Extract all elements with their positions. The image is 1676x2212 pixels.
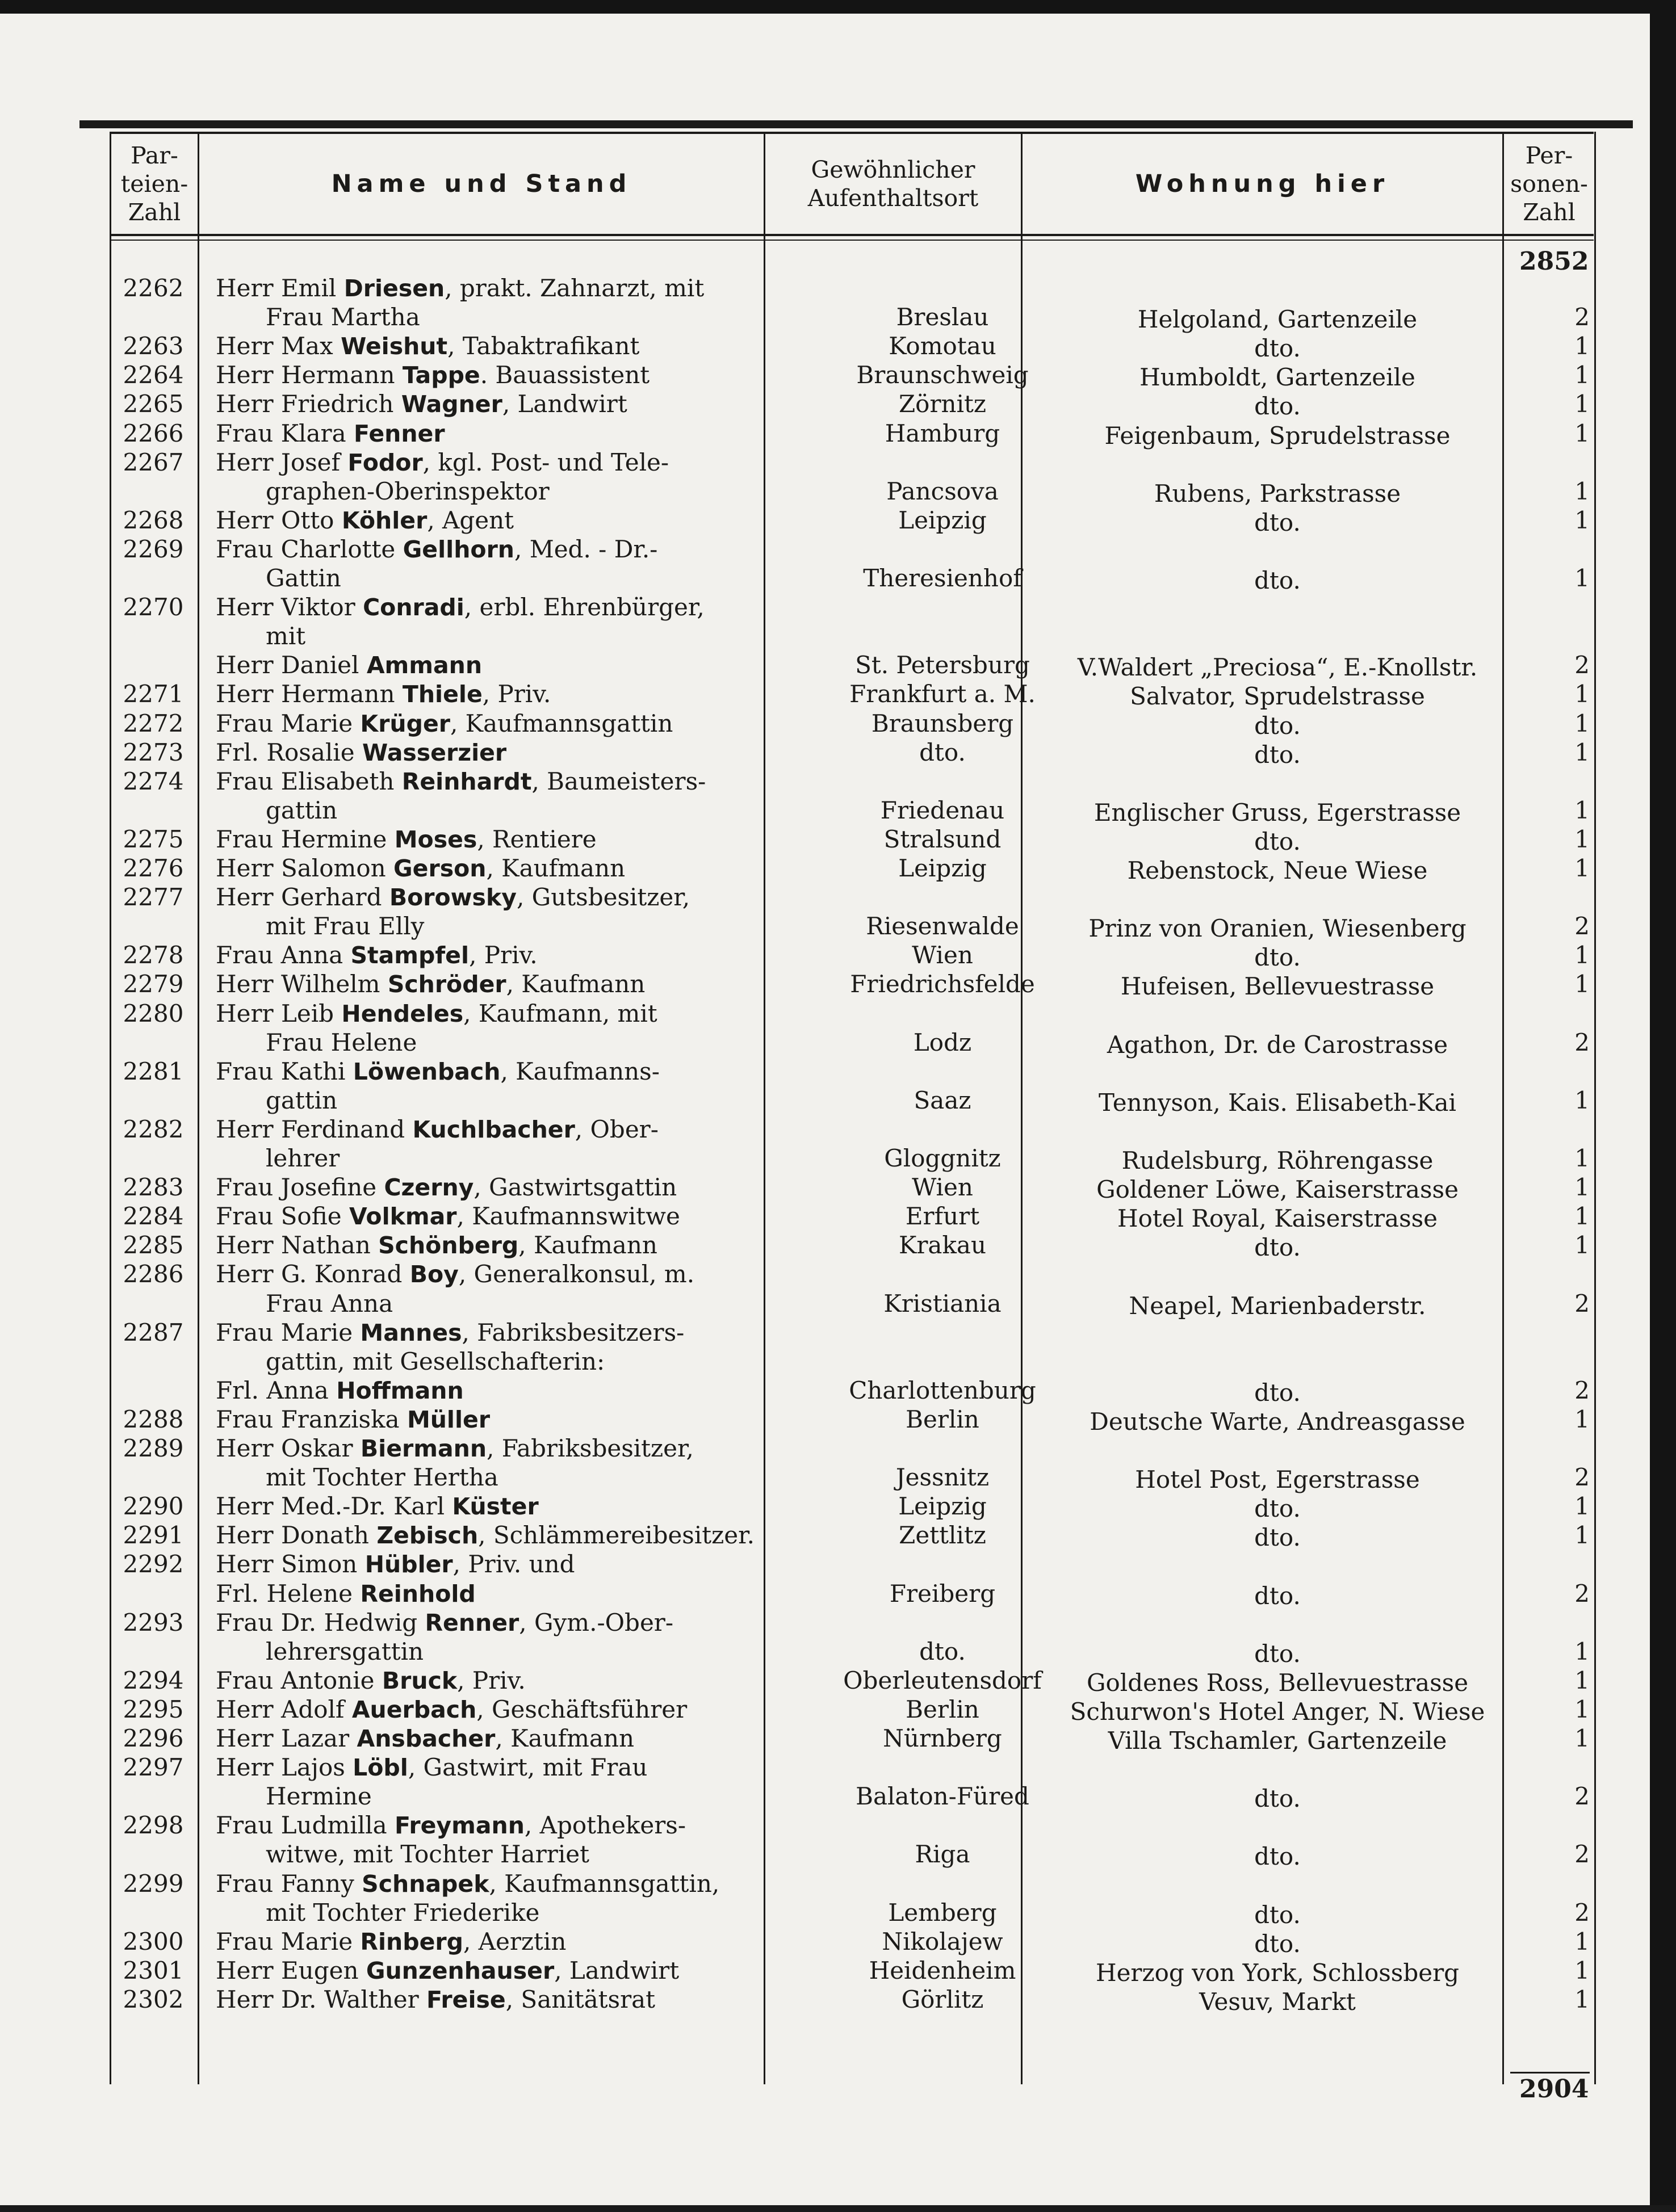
scan-edge-right <box>1650 0 1676 2212</box>
entry-name-line: Herr Donath Zebisch, Schlämmereibesitzer. <box>216 1521 755 1550</box>
usual-residence: Zörnitz <box>898 390 987 418</box>
surname: Müller <box>407 1405 491 1433</box>
entry-name-line: Herr Gerhard Borowsky, Gutsbesitzer, <box>216 883 690 912</box>
usual-residence: Braunschweig <box>856 361 1029 389</box>
party-number: 2268 <box>123 506 184 534</box>
residence-here: Goldener Löwe, Kaiserstrasse <box>1096 1176 1459 1204</box>
surname: Auerbach <box>351 1695 477 1723</box>
residence-here: Hotel Post, Egerstrasse <box>1135 1466 1420 1494</box>
person-count: 2 <box>1574 303 1590 331</box>
entry-name-line: lehrersgattin <box>266 1637 424 1665</box>
entry-name-line: Herr Hermann Thiele, Priv. <box>216 680 551 708</box>
scan-edge-top <box>0 0 1676 14</box>
party-number: 2285 <box>123 1231 184 1260</box>
party-number: 2272 <box>123 709 184 737</box>
surname: Hoffmann <box>336 1376 464 1404</box>
entry-name-line: Herr Emil Driesen, prakt. Zahnarzt, mit <box>216 274 705 302</box>
residence-here: dto. <box>1254 1495 1301 1523</box>
entry-name-line: mit Frau Elly <box>266 912 425 941</box>
person-count: 1 <box>1574 796 1590 824</box>
entry-name-line: Frau Kathi Löwenbach, Kaufmanns- <box>216 1057 660 1085</box>
usual-residence: Balaton-Füred <box>856 1782 1029 1811</box>
party-number: 2279 <box>123 970 184 998</box>
residence-here: Neapel, Marienbaderstr. <box>1129 1291 1426 1320</box>
entry-name-line: Frau Marie Mannes, Fabriksbesitzers- <box>216 1318 685 1346</box>
surname: Freymann <box>395 1812 525 1840</box>
usual-residence: Jessnitz <box>895 1463 990 1492</box>
party-number: 2289 <box>123 1434 184 1462</box>
person-count: 1 <box>1574 332 1590 360</box>
entry-name-line: Frau Anna <box>266 1289 393 1317</box>
header-name-and-status: Name und Stand <box>331 170 632 198</box>
entry-name-line: Frl. Anna Hoffmann <box>216 1376 464 1404</box>
party-number: 2269 <box>123 535 184 563</box>
surname: Ammann <box>366 652 483 679</box>
entry-name-line: Frau Hermine Moses, Rentiere <box>216 825 597 853</box>
entry-name-line: Herr Oskar Biermann, Fabriksbesitzer, <box>216 1434 694 1462</box>
entry-name-line: mit Tochter Friederike <box>266 1898 540 1926</box>
header-usual-residence <box>765 134 1021 234</box>
entry-name-line: mit <box>266 622 306 650</box>
surname: Biermann <box>360 1435 487 1462</box>
usual-residence: Braunsberg <box>871 709 1014 737</box>
residence-here: Vesuv, Markt <box>1199 1987 1356 2016</box>
surname: Schnapek <box>362 1870 489 1898</box>
party-number: 2274 <box>123 767 184 795</box>
entry-name-line: Herr Nathan Schönberg, Kaufmann <box>216 1231 657 1260</box>
entry-name-line: gattin, mit Gesellschafterin: <box>266 1347 605 1375</box>
usual-residence: Heidenheim <box>869 1956 1016 1984</box>
usual-residence: Friedrichsfelde <box>850 970 1035 998</box>
usual-residence: Görlitz <box>901 1985 984 2013</box>
entry-name-line: mit Tochter Hertha <box>266 1463 498 1492</box>
surname: Reinhold <box>360 1580 476 1607</box>
surname: Schröder <box>387 971 506 998</box>
party-number: 2295 <box>123 1695 184 1723</box>
surname: Weishut <box>341 333 448 360</box>
entry-name-line: graphen-Oberinspektor <box>266 477 550 505</box>
total-rule <box>1510 2072 1590 2074</box>
residence-here: Rebenstock, Neue Wiese <box>1127 857 1428 884</box>
entry-name-line: Frau Ludmilla Freymann, Apothekers- <box>216 1811 686 1840</box>
person-count: 1 <box>1574 680 1590 708</box>
surname: Tappe <box>402 362 480 389</box>
residence-here: Herzog von York, Schlossberg <box>1095 1958 1460 1987</box>
person-count: 1 <box>1574 1927 1590 1955</box>
entry-name-line: Herr Friedrich Wagner, Landwirt <box>216 390 627 418</box>
party-number: 2263 <box>123 332 184 360</box>
entry-name-line: Frl. Helene Reinhold <box>216 1579 476 1607</box>
entry-name-line: Frau Martha <box>266 303 420 331</box>
residence-here: dto. <box>1254 566 1301 594</box>
entry-name-line: gattin <box>266 1086 338 1114</box>
person-count: 1 <box>1574 854 1590 882</box>
surname: Stampfel <box>350 942 470 969</box>
residence-here: Helgoland, Gartenzeile <box>1137 305 1418 334</box>
usual-residence: Lemberg <box>888 1898 997 1926</box>
surname: Moses <box>394 825 477 853</box>
surname: Gerson <box>393 855 487 882</box>
residence-here: Agathon, Dr. de Carostrasse <box>1107 1030 1448 1059</box>
residence-here: dto. <box>1254 334 1301 363</box>
residence-here: Englischer Gruss, Egerstrasse <box>1093 798 1461 826</box>
header-party-count <box>111 134 198 234</box>
surname: Renner <box>425 1609 519 1636</box>
usual-residence: Erfurt <box>905 1202 980 1231</box>
usual-residence: Riesenwalde <box>866 912 1019 941</box>
party-number: 2290 <box>123 1492 184 1521</box>
surname: Wagner <box>401 391 502 418</box>
person-count: 1 <box>1574 506 1590 534</box>
usual-residence: Nürnberg <box>883 1724 1002 1752</box>
entry-name-line: Frau Marie Rinberg, Aerztin <box>216 1927 567 1955</box>
usual-residence: Lodz <box>913 1028 972 1056</box>
usual-residence: Saaz <box>914 1086 971 1114</box>
person-count: 1 <box>1574 1985 1590 2013</box>
residence-here: Humboldt, Gartenzeile <box>1139 363 1415 392</box>
person-count: 1 <box>1574 738 1590 766</box>
usual-residence: Leipzig <box>898 854 987 882</box>
entry-name-line: Frau Charlotte Gellhorn, Med. - Dr.- <box>216 535 658 563</box>
person-count: 2 <box>1574 1579 1590 1607</box>
party-number: 2296 <box>123 1724 184 1752</box>
usual-residence: Berlin <box>906 1405 979 1433</box>
usual-residence: Theresienhof <box>863 564 1022 592</box>
residence-here: V.Waldert „Preciosa“, E.-Knollstr. <box>1077 653 1478 682</box>
usual-residence: Breslau <box>896 303 989 331</box>
surname: Driesen <box>343 275 445 302</box>
entry-name-line: Frau Josefine Czerny, Gastwirtsgattin <box>216 1173 677 1202</box>
person-count: 1 <box>1574 1231 1590 1260</box>
person-count: 1 <box>1574 1086 1590 1114</box>
residence-here: Schurwon's Hotel Anger, N. Wiese <box>1070 1697 1485 1726</box>
residence-here: dto. <box>1254 943 1301 972</box>
party-number: 2266 <box>123 419 184 447</box>
residence-here: dto. <box>1254 508 1301 536</box>
residence-here: dto. <box>1254 1929 1301 1958</box>
person-count: 2 <box>1574 651 1590 679</box>
usual-residence: Berlin <box>906 1695 979 1723</box>
person-count: 1 <box>1574 1173 1590 1202</box>
carry-in-total: 2852 <box>1519 247 1589 276</box>
residence-here: dto. <box>1254 740 1301 769</box>
entry-name-line: Herr Ferdinand Kuchlbacher, Ober- <box>216 1115 659 1143</box>
surname: Löbl <box>353 1754 408 1782</box>
usual-residence: Charlottenburg <box>849 1376 1036 1404</box>
surname: Boy <box>409 1261 459 1288</box>
header-bottom-rule-thin <box>111 240 1594 241</box>
party-number: 2300 <box>123 1927 184 1955</box>
entry-name-line: Herr Eugen Gunzenhauser, Landwirt <box>216 1956 680 1984</box>
party-number: 2299 <box>123 1869 184 1898</box>
entry-name-line: Herr Lazar Ansbacher, Kaufmann <box>216 1724 635 1752</box>
entry-name-line: Herr Leib Hendeles, Kaufmann, mit <box>216 999 657 1027</box>
entry-name-line: Herr Viktor Conradi, erbl. Ehrenbürger, <box>216 593 705 622</box>
residence-here: dto. <box>1254 1581 1301 1610</box>
entry-name-line: Herr Simon Hübler, Priv. und <box>216 1550 575 1579</box>
usual-residence: Leipzig <box>898 506 987 534</box>
party-number: 2291 <box>123 1521 184 1550</box>
surname: Löwenbach <box>353 1057 501 1085</box>
party-number: 2286 <box>123 1260 184 1288</box>
person-count: 2 <box>1574 1463 1590 1492</box>
person-count: 1 <box>1574 1666 1590 1694</box>
entry-name-line: Frau Dr. Hedwig Renner, Gym.-Ober- <box>216 1608 674 1636</box>
party-number: 2275 <box>123 825 184 853</box>
person-count: 1 <box>1574 390 1590 418</box>
surname: Hendeles <box>341 1000 464 1027</box>
residence-here: dto. <box>1254 392 1301 421</box>
entry-name-line: Frau Marie Krüger, Kaufmannsgattin <box>216 709 673 737</box>
person-count: 1 <box>1574 564 1590 592</box>
person-count: 2 <box>1574 1289 1590 1317</box>
entry-name-line: Herr Josef Fodor, kgl. Post- und Tele- <box>216 448 669 476</box>
party-number: 2302 <box>123 1985 184 2013</box>
person-count: 1 <box>1574 1956 1590 1984</box>
entry-name-line: Frau Sofie Volkmar, Kaufmannswitwe <box>216 1202 680 1231</box>
party-number: 2294 <box>123 1666 184 1694</box>
person-count: 1 <box>1574 1202 1590 1231</box>
entry-name-line: Frau Antonie Bruck, Priv. <box>216 1666 526 1694</box>
entry-name-line: Frl. Rosalie Wasserzier <box>216 738 507 766</box>
party-number: 2276 <box>123 854 184 882</box>
entry-name-line: Herr Salomon Gerson, Kaufmann <box>216 854 626 882</box>
usual-residence: Freiberg <box>889 1579 996 1607</box>
surname: Volkmar <box>349 1203 457 1231</box>
residence-here: dto. <box>1254 1639 1301 1668</box>
person-count: 1 <box>1574 709 1590 737</box>
scan-edge-bottom <box>0 2205 1676 2212</box>
residence-here: dto. <box>1254 1842 1301 1871</box>
person-count: 1 <box>1574 1695 1590 1723</box>
usual-residence: Pancsova <box>886 477 999 505</box>
surname: Krüger <box>360 710 450 737</box>
residence-here: dto. <box>1254 1785 1301 1813</box>
entry-name-line: Frau Anna Stampfel, Priv. <box>216 941 538 969</box>
entry-name-line: Herr Wilhelm Schröder, Kaufmann <box>216 970 646 998</box>
party-number: 2301 <box>123 1956 184 1984</box>
surname: Conradi <box>363 594 464 622</box>
header-person-count <box>1504 134 1594 234</box>
entry-name-line: Frau Elisabeth Reinhardt, Baumeisters- <box>216 767 706 795</box>
person-count: 2 <box>1574 1028 1590 1056</box>
usual-residence: Gloggnitz <box>884 1144 1001 1172</box>
header-residence-here: Wohnung hier <box>1135 170 1390 198</box>
entry-name-line: lehrer <box>266 1144 340 1172</box>
usual-residence: Hamburg <box>885 419 1000 447</box>
usual-residence: St. Petersburg <box>855 651 1030 679</box>
party-number: 2298 <box>123 1811 184 1840</box>
party-number: 2267 <box>123 448 184 476</box>
party-number: 2264 <box>123 361 184 389</box>
usual-residence: Wien <box>912 1173 973 1202</box>
residence-here: Hufeisen, Bellevuestrasse <box>1120 972 1435 1001</box>
usual-residence: dto. <box>919 738 966 766</box>
surname: Fenner <box>353 419 445 447</box>
entry-name-line: Herr G. Konrad Boy, Generalkonsul, m. <box>216 1260 695 1288</box>
party-number: 2292 <box>123 1550 184 1579</box>
person-count: 2 <box>1574 1376 1590 1404</box>
entry-name-line: Herr Lajos Löbl, Gastwirt, mit Frau <box>216 1753 648 1782</box>
entry-name-line: Hermine <box>266 1782 372 1811</box>
party-number: 2283 <box>123 1173 184 1202</box>
person-count: 1 <box>1574 825 1590 853</box>
party-number: 2270 <box>123 593 184 622</box>
person-count: 2 <box>1574 1782 1590 1811</box>
usual-residence: Zettlitz <box>899 1521 986 1550</box>
surname: Ansbacher <box>357 1725 496 1752</box>
surname: Wasserzier <box>362 738 507 766</box>
col-rule-right <box>1594 132 1596 2084</box>
party-number: 2293 <box>123 1608 184 1636</box>
party-number: 2282 <box>123 1115 184 1143</box>
party-number: 2288 <box>123 1405 184 1433</box>
surname: Reinhardt <box>401 767 532 795</box>
usual-residence: Riga <box>915 1840 970 1869</box>
surname: Hübler <box>364 1551 453 1579</box>
person-count: 1 <box>1574 361 1590 389</box>
header-party-count-line: teien- <box>120 170 188 198</box>
entry-name-line: Frau Fanny Schnapek, Kaufmannsgattin, <box>216 1869 720 1898</box>
surname: Küster <box>452 1493 539 1521</box>
party-number: 2284 <box>123 1202 184 1231</box>
usual-residence: Stralsund <box>883 825 1002 853</box>
usual-residence: dto. <box>919 1637 966 1665</box>
header-person-count-line: Per- <box>1525 142 1573 169</box>
top-thick-rule <box>79 120 1633 128</box>
party-number: 2297 <box>123 1753 184 1782</box>
usual-residence: Wien <box>912 941 973 969</box>
surname: Rinberg <box>360 1928 463 1955</box>
party-number: 2287 <box>123 1318 184 1346</box>
surname: Zebisch <box>376 1522 479 1550</box>
header-party-count-line: Par- <box>131 142 178 169</box>
header-usual-residence-line: Aufenthaltsort <box>807 184 979 212</box>
surname: Thiele <box>402 681 483 708</box>
residence-here: Rubens, Parkstrasse <box>1154 479 1401 507</box>
entry-name-line: Frau Helene <box>266 1028 417 1056</box>
party-number: 2277 <box>123 883 184 912</box>
party-number: 2278 <box>123 941 184 969</box>
person-count: 2 <box>1574 1898 1590 1926</box>
residence-here: Goldenes Ross, Bellevuestrasse <box>1086 1668 1469 1697</box>
entry-name-line: Frau Klara Fenner <box>216 419 445 447</box>
entry-name-line: Herr Med.-Dr. Karl Küster <box>216 1492 539 1521</box>
person-count: 2 <box>1574 912 1590 941</box>
party-number: 2271 <box>123 680 184 708</box>
residence-here: Deutsche Warte, Andreasgasse <box>1090 1407 1465 1436</box>
usual-residence: Oberleutensdorf <box>843 1666 1042 1694</box>
surname: Kuchlbacher <box>412 1115 575 1143</box>
party-number: 2281 <box>123 1057 184 1085</box>
usual-residence: Frankfurt a. M. <box>849 680 1036 708</box>
surname: Fodor <box>347 448 423 476</box>
person-count: 1 <box>1574 1405 1590 1433</box>
person-count: 1 <box>1574 419 1590 447</box>
residence-here: Feigenbaum, Sprudelstrasse <box>1104 421 1451 450</box>
header-person-count-line: Zahl <box>1523 199 1576 226</box>
header-usual-residence-line: Gewöhnlicher <box>811 156 975 183</box>
surname: Mannes <box>360 1319 462 1346</box>
person-count: 1 <box>1574 477 1590 505</box>
surname: Gunzenhauser <box>366 1957 555 1984</box>
party-number: 2262 <box>123 274 184 302</box>
entry-name-line: Herr Max Weishut, Tabaktrafikant <box>216 332 640 360</box>
carry-out-total: 2904 <box>1519 2075 1589 2104</box>
entry-name-line: Herr Adolf Auerbach, Geschäftsführer <box>216 1695 688 1723</box>
residence-here: Tennyson, Kais. Elisabeth-Kai <box>1099 1088 1456 1117</box>
entry-name-line: Herr Hermann Tappe. Bauassistent <box>216 361 650 389</box>
header-bottom-rule <box>111 234 1594 236</box>
residence-here: dto. <box>1254 1900 1301 1929</box>
usual-residence: Krakau <box>898 1231 987 1260</box>
entry-name-line: gattin <box>266 796 338 824</box>
entry-name-line: Herr Daniel Ammann <box>216 651 483 679</box>
surname: Bruck <box>382 1667 458 1694</box>
usual-residence: Leipzig <box>898 1492 987 1521</box>
entry-name-line: Herr Dr. Walther Freise, Sanitätsrat <box>216 1985 656 2013</box>
person-count: 1 <box>1574 1521 1590 1550</box>
header-party-count-line: Zahl <box>128 199 181 226</box>
residence-here: Salvator, Sprudelstrasse <box>1130 682 1425 711</box>
person-count: 2 <box>1574 1840 1590 1869</box>
entry-name-line: Frau Franziska Müller <box>216 1405 491 1433</box>
surname: Gellhorn <box>403 535 514 563</box>
residence-here: dto. <box>1254 711 1301 740</box>
residence-here: dto. <box>1254 827 1301 855</box>
person-count: 1 <box>1574 1144 1590 1172</box>
party-number: 2273 <box>123 738 184 766</box>
residence-here: dto. <box>1254 1233 1301 1262</box>
header-person-count-line: sonen- <box>1510 170 1588 198</box>
surname: Czerny <box>384 1174 474 1202</box>
surname: Köhler <box>341 506 428 534</box>
residence-here: Rudelsburg, Röhrengasse <box>1121 1147 1434 1174</box>
person-count: 1 <box>1574 1492 1590 1521</box>
person-count: 1 <box>1574 941 1590 969</box>
surname: Freise <box>426 1986 506 2013</box>
col-rule-count <box>198 132 199 2084</box>
surname: Borowsky <box>389 884 517 912</box>
person-count: 1 <box>1574 970 1590 998</box>
entry-name-line: Gattin <box>266 564 341 592</box>
entry-name-line: Herr Otto Köhler, Agent <box>216 506 514 534</box>
party-number: 2265 <box>123 390 184 418</box>
party-number: 2280 <box>123 999 184 1027</box>
residence-here: Hotel Royal, Kaiserstrasse <box>1117 1204 1438 1233</box>
entry-name-line: witwe, mit Tochter Harriet <box>266 1840 590 1869</box>
residence-here: dto. <box>1254 1378 1301 1407</box>
residence-here: dto. <box>1254 1523 1301 1552</box>
usual-residence: Kristiania <box>883 1289 1002 1317</box>
usual-residence: Komotau <box>889 332 996 360</box>
person-count: 1 <box>1574 1724 1590 1752</box>
person-count: 1 <box>1574 1637 1590 1665</box>
surname: Schönberg <box>378 1232 519 1260</box>
residence-here: Villa Tschamler, Gartenzeile <box>1108 1727 1447 1755</box>
usual-residence: Friedenau <box>880 796 1005 824</box>
usual-residence: Nikolajew <box>882 1927 1003 1955</box>
residence-here: Prinz von Oranien, Wiesenberg <box>1088 914 1466 943</box>
